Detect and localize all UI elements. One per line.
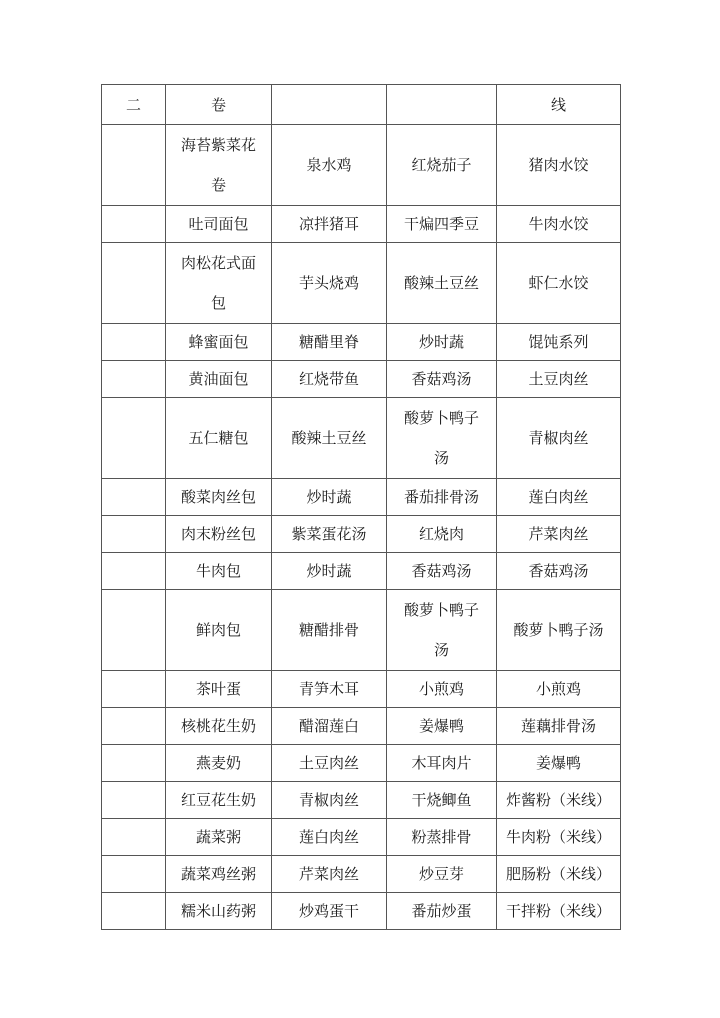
table-row [102, 553, 621, 590]
table-cell: 肥肠粉（米线） [497, 856, 621, 893]
table-cell: 泉水鸡 [272, 125, 387, 206]
table-cell: 鲜肉包 [166, 590, 272, 671]
table-cell [102, 671, 166, 708]
table-cell: 干烧鲫鱼 [387, 782, 497, 819]
table-cell: 虾仁水饺 [497, 243, 621, 324]
table-cell: 肉末粉丝包 [166, 516, 272, 553]
table-cell: 炒豆芽 [387, 856, 497, 893]
table-cell: 酸辣土豆丝 [387, 243, 497, 324]
table-cell [102, 516, 166, 553]
table-cell: 干拌粉（米线） [497, 893, 621, 930]
table-cell: 酸辣土豆丝 [272, 398, 387, 479]
table-cell: 粉蒸排骨 [387, 819, 497, 856]
table-cell: 凉拌猪耳 [272, 206, 387, 243]
table-cell [102, 708, 166, 745]
table-cell: 酸菜肉丝包 [166, 479, 272, 516]
table-cell: 牛肉包 [166, 553, 272, 590]
table-cell: 青椒肉丝 [272, 782, 387, 819]
table-cell: 蔬菜粥 [166, 819, 272, 856]
table-cell: 番茄炒蛋 [387, 893, 497, 930]
table-cell [102, 782, 166, 819]
table-cell [102, 745, 166, 782]
table-cell [102, 590, 166, 671]
table-row [102, 671, 621, 708]
table-cell: 小煎鸡 [497, 671, 621, 708]
table-cell: 酸萝卜鸭子汤 [387, 398, 497, 479]
table-cell: 海苔紫菜花卷 [166, 125, 272, 206]
table-cell: 肉松花式面包 [166, 243, 272, 324]
table-cell: 红烧带鱼 [272, 361, 387, 398]
table-row [102, 745, 621, 782]
header-cell: 卷 [166, 85, 272, 125]
table-cell: 牛肉水饺 [497, 206, 621, 243]
table-row [102, 361, 621, 398]
header-cell [387, 85, 497, 125]
table-cell: 五仁糖包 [166, 398, 272, 479]
table-cell: 蜂蜜面包 [166, 324, 272, 361]
table-cell: 红烧茄子 [387, 125, 497, 206]
table-cell: 醋溜莲白 [272, 708, 387, 745]
table-row [102, 856, 621, 893]
table-cell: 黄油面包 [166, 361, 272, 398]
table-cell: 糖醋里脊 [272, 324, 387, 361]
table-cell: 馄饨系列 [497, 324, 621, 361]
table-cell: 木耳肉片 [387, 745, 497, 782]
table-cell: 莲白肉丝 [497, 479, 621, 516]
table-cell [102, 324, 166, 361]
table-cell: 核桃花生奶 [166, 708, 272, 745]
table-cell: 茶叶蛋 [166, 671, 272, 708]
table-cell: 红烧肉 [387, 516, 497, 553]
table-cell: 糖醋排骨 [272, 590, 387, 671]
table-row [102, 324, 621, 361]
table-cell: 莲藕排骨汤 [497, 708, 621, 745]
table-cell [102, 819, 166, 856]
table-cell: 吐司面包 [166, 206, 272, 243]
table-cell: 小煎鸡 [387, 671, 497, 708]
table-cell: 土豆肉丝 [497, 361, 621, 398]
table-row [102, 819, 621, 856]
table-cell: 燕麦奶 [166, 745, 272, 782]
table-cell: 莲白肉丝 [272, 819, 387, 856]
table-row [102, 708, 621, 745]
table-row [102, 590, 621, 671]
table-cell: 紫菜蛋花汤 [272, 516, 387, 553]
table-cell: 炸酱粉（米线） [497, 782, 621, 819]
table-cell: 牛肉粉（米线） [497, 819, 621, 856]
menu-table [101, 84, 621, 930]
table-cell: 青椒肉丝 [497, 398, 621, 479]
table-cell: 香菇鸡汤 [497, 553, 621, 590]
table-cell: 酸萝卜鸭子汤 [497, 590, 621, 671]
table-cell: 炒时蔬 [272, 479, 387, 516]
table-cell: 芋头烧鸡 [272, 243, 387, 324]
table-row [102, 243, 621, 324]
table-cell: 干煸四季豆 [387, 206, 497, 243]
table-cell: 炒时蔬 [387, 324, 497, 361]
table-cell: 猪肉水饺 [497, 125, 621, 206]
table-cell: 土豆肉丝 [272, 745, 387, 782]
table-cell [102, 398, 166, 479]
header-cell [272, 85, 387, 125]
table-cell: 蔬菜鸡丝粥 [166, 856, 272, 893]
table-cell: 红豆花生奶 [166, 782, 272, 819]
table-cell [102, 479, 166, 516]
table-cell: 炒时蔬 [272, 553, 387, 590]
table-cell: 芹菜肉丝 [497, 516, 621, 553]
table-row [102, 398, 621, 479]
table-row [102, 479, 621, 516]
table-cell: 姜爆鸭 [497, 745, 621, 782]
table-row [102, 125, 621, 206]
table-cell [102, 125, 166, 206]
table-cell: 芹菜肉丝 [272, 856, 387, 893]
table-row [102, 893, 621, 930]
table-cell: 番茄排骨汤 [387, 479, 497, 516]
table-cell: 青笋木耳 [272, 671, 387, 708]
table-cell: 糯米山药粥 [166, 893, 272, 930]
header-cell: 线 [497, 85, 621, 125]
table-cell: 姜爆鸭 [387, 708, 497, 745]
table-cell [102, 243, 166, 324]
table-cell [102, 856, 166, 893]
table-cell [102, 893, 166, 930]
table-cell: 炒鸡蛋干 [272, 893, 387, 930]
header-cell: 二 [102, 85, 166, 125]
table-row [102, 206, 621, 243]
table-row [102, 782, 621, 819]
table-cell [102, 206, 166, 243]
table-row [102, 516, 621, 553]
table-cell [102, 553, 166, 590]
table-cell: 香菇鸡汤 [387, 553, 497, 590]
table-cell [102, 361, 166, 398]
header-row [102, 85, 621, 125]
table-cell: 香菇鸡汤 [387, 361, 497, 398]
table-cell: 酸萝卜鸭子汤 [387, 590, 497, 671]
